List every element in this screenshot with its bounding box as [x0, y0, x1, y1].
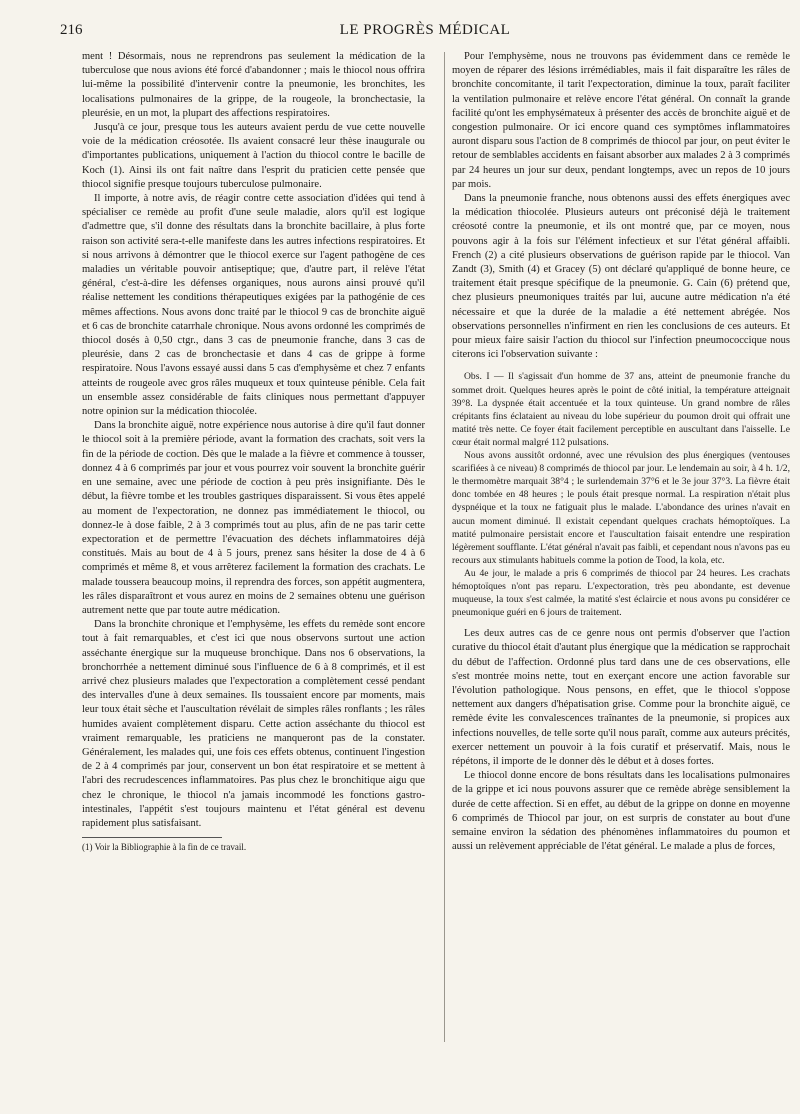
- page-header: [60, 22, 790, 44]
- paragraph: Pour l'emphysème, nous ne trouvons pas évidemment dans ce remède le moyen de réparer des lésions irrémédiables, mais il fait disparaître les râles de bronchite concomitante, il tarit l'expectoration, diminue la toux, paraît faciliter la ventilation pulmonaire et relève encore l'état général. On connaît la grande facilité qu'ont les emphysémateux à présenter des accès de bronchite aiguë et de congestion pulmonaire. Or ici encore quand ces symptômes inflammatoires auront disparu sous l'action de 8 comprimés de thiocol par jour, on peut éviter le retour de semblables accidents en faisant absorber aux malades 2 à 3 comprimés par 24 heures un jour sur deux, pendant longtemps, avec un repos de 10 jours par mois.: [452, 51, 790, 190]
- paragraph: ment ! Désormais, nous ne reprendrons pas seulement la médication de la tuberculose que nous avions été forcé d'abandonner ; mais le thiocol nous offrira lui-même la possibilité d'intervenir contre la pneumonie, les bronchites, les localisations pulmonaires de la grippe, de la rougeole, la bronchectasie, la pleurésie, en un mot, la plupart des affections respiratoires.: [82, 51, 425, 119]
- paragraph: Dans la bronchite chronique et l'emphysème, les effets du remède sont encore tout à fait remarquables, et c'est ici que nous observons surtout une action asséchante énergique sur la muqueuse bronchique. Dans nos 6 observations, la bronchorrhée a nettement diminué sous l'influence de 6 à 8 comprimés, et il est arrivé chez plusieurs malades que l'expectoration a complètement cessé pendant des intervalles d'une à deux semaines. Ils toussaient encore par moments, mais leur toux était sèche et l'auscultation révélait de simples râles ronflants ; les râles humides avaient complètement disparu. Cette action asséchante du thiocol est vraiment remarquable, les praticiens ne manqueront pas de la constater. Généralement, les malades qui, une fois ces effets obtenus, continuent l'ingestion de 2 à 4 comprimés par jour, conservent un bon état respiratoire et se mettent à l'abri des recrudescences inflammatoires. Pas plus chez le bronchitique aigu que chez le chronique, le thiocol n'a jamais incommodé les fonctions gastro-intestinales, l'appétit s'est toujours maintenu et l'état général est devenu rapidement plus satisfaisant.: [82, 619, 425, 829]
- paragraph: Il importe, à notre avis, de réagir contre cette association d'idées qui tend à spécialiser ce remède au profit d'une seule maladie, alors qu'il est logique d'admettre que, s'il donne des résultats dans la bronchite bacillaire, à plus forte raison son activité sera-t-elle manifeste dans les autres infections respiratoires. Et si nous arrivons à démontrer que le thiocol exerce sur l'agent pathogène de ces maladies un véritable pouvoir antiseptique; que, d'autre part, il relève l'état général, c'est-à-dire les défenses organiques, nous aurons ainsi prouvé qu'il réalise nettement les conditions thérapeutiques exigées par la pathogénie de ces mêmes affections. Nous avons donc traité par le thiocol 9 cas de bronchite aiguë et 6 cas de bronchite catarrhale chronique. Nous avons ordonné les comprimés de thiocol dosés à 0,50 ctgr., dans 3 cas de pneumonie franche, dans 3 cas de pleurésie, dans 2 cas de bronchectasie et dans 4 cas de grippe à forme respiratoire. Nous l'avons essayé aussi dans 5 cas d'emphysème et chez 7 enfants atteints de rougeole avec gros râles muqueux et toux quinteuse pénible. Cela fait un ensemble assez considérable de faits cliniques nous permettant d'appuyer notre opinion sur la médication thiocolée.: [82, 193, 425, 418]
- observation-paragraph: Nous avons aussitôt ordonné, avec une révulsion des plus énergiques (ventouses scarifiées à ce niveau) 8 comprimés de thiocol par jour. Le lendemain au soir, à 4 h. 1/2, le thermomètre marquait 38°4 ; le surlendemain 37°6 et le 3e jour 37°3. La fièvre était donc tombée en 48 heures ; le pouls était presque normal. La respiration n'était plus dyspnéique et la toux ne fatiguait plus le malade. L'abondance des urines n'avait en aucun moment diminué. Il existait cependant quelques crachats hémoptoïques. La matité pulmonaire persistait encore et l'auscultation faisait entendre une respiration légèrement soufflante. L'état général n'avait pas faibli, et cependant nous n'avons pas eu recours aux stimulants habituels comme la potion de Tood, la kola, etc.: [452, 450, 790, 566]
- running-title: LE PROGRÈS MÉDICAL: [339, 22, 511, 38]
- column-divider: [444, 52, 445, 1042]
- observation-paragraph: Obs. I — Il s'agissait d'un homme de 37 ans, atteint de pneumonie franche du sommet droit. Quelques heures après le point de côté initial, la température atteignait 39°8. La dyspnée était accentuée et la toux quinteuse. Un grand nombre de râles crépitants fins éclataient au niveau du lobe supérieur du poumon droit qui offrait une matité très nette. Ce foyer était facilement perceptible en auscultant dans l'aisselle. Le cœur était normal malgré 112 pulsations.: [452, 371, 790, 448]
- paragraph: Dans la bronchite aiguë, notre expérience nous autorise à dire qu'il faut donner le thiocol soit à la première période, avant la formation des crachats, soit vers la fin de la période de coction. Dès que le malade a la fièvre et commence à tousser, donnez 4 à 6 comprimés par jour et vous pourrez voir souvent la bronchite guérir en une semaine, avec une période de coction à peu près insignifiante. Dès le début, la fièvre tombe et les troubles gastriques disparaissent. Si vous êtes appelé au moment de l'expectoration, ne donnez pas immédiatement le thiocol, ou donnez-le à dose faible, 2 à 3 comprimés tout au plus, afin de ne pas tarir cette expectoration et de permettre l'évacuation des déchets inflammatoires déjà constitués. Mais au bout de 4 à 5 jours, prenez sans hésiter la dose de 4 à 6 comprimés et même 8, et vous arrêterez facilement la formation des crachats. Le malade toussera beaucoup moins, il reprendra des forces, son appétit augmentera, les râles disparaîtront et vous aurez en moins de 2 semaines obtenu une guérison autrement nette que par toute autre médication.: [82, 420, 425, 616]
- observation-paragraph: Au 4e jour, le malade a pris 6 comprimés de thiocol par 24 heures. Les crachats hémoptoïques n'ont pas reparu. L'expectoration, très peu abondante, est devenue muqueuse, la toux s'est calmée, la matité s'est éclaircie et nous avons pu considérer ce pneumonique guéri en 6 jours de traitement.: [452, 567, 790, 619]
- paragraph: Dans la pneumonie franche, nous obtenons aussi des effets énergiques avec la médication thiocolée. Plusieurs auteurs ont préconisé déjà le traitement créosoté contre la pneumonie, et ils ont montré que, par ce moyen, nous pouvons agir à la fois sur l'élément infectieux et sur l'état général affaibli. French (2) a cité plusieurs observations de guérison rapide par le thiocol. Van Zandt (3), Smith (4) et Gracey (5) ont déclaré qu'appliqué de bonne heure, ce traitement était presque spécifique de la pneumonie. G. Cain (6) prétend que, chez plusieurs pneumoniques traités par lui, aucune autre médication n'a été nécessaire et que la durée de la maladie a été nettement abrégée. Nos observations personnelles n'infirment en rien les conclusions de ces auteurs. Et pour mieux faire saisir l'action du thiocol sur l'infection pneumococcique nous citerons ici l'observation suivante :: [452, 193, 790, 361]
- left-column: [82, 50, 425, 1074]
- paragraph: Jusqu'à ce jour, presque tous les auteurs avaient perdu de vue cette nouvelle voie de la médication créosotée. Ils avaient consacré leur thèse inaugurale ou d'importantes publications, uniquement à l'action du thiocol contre le bacille de Koch (1). Ainsi ils ont fait naître dans l'esprit du praticien cette pensée que thiocol signifie presque toujours tuberculose pulmonaire.: [82, 122, 425, 190]
- paragraph: Le thiocol donne encore de bons résultats dans les localisations pulmonaires de la grippe et ici nous pouvons assurer que ce remède abrège sensiblement la durée de cette affection. Si en effet, au début de la grippe on donne en moyenne 6 comprimés de Thiocol par jour, on est surpris de constater au bout d'une semaine environ la sédation des phénomènes inflammatoires du poumon et aussi un relèvement appréciable de l'état général. Le malade a plus de forces,: [452, 770, 790, 853]
- right-column: [452, 50, 790, 1074]
- page-number: 216: [60, 22, 83, 38]
- footnote: (1) Voir la Bibliographie à la fin de ce travail.: [82, 837, 222, 853]
- paragraph: Les deux autres cas de ce genre nous ont permis d'observer que l'action curative du thiocol était d'autant plus énergique que la médication se rapprochait du début de l'affection. Ordonné plus tard dans une de ces observations, elle s'est montrée moins nette, tout en exerçant encore une action favorable sur l'évolution pathologique. Nous pensons, en effet, que le thiocol s'oppose nettement aux dangers d'hépatisation grise. Comme pour la bronchite aiguë, ce remède évite les convalescences traînantes de la pneumonie, si propices aux infections nouvelles, de telle sorte qu'il nous paraît, comme aux auteurs précités, exercer nettement un pouvoir à la fois curatif et préservatif. Mais, nous le répétons, il importe de le donner dès le début et à doses fortes.: [452, 628, 790, 768]
